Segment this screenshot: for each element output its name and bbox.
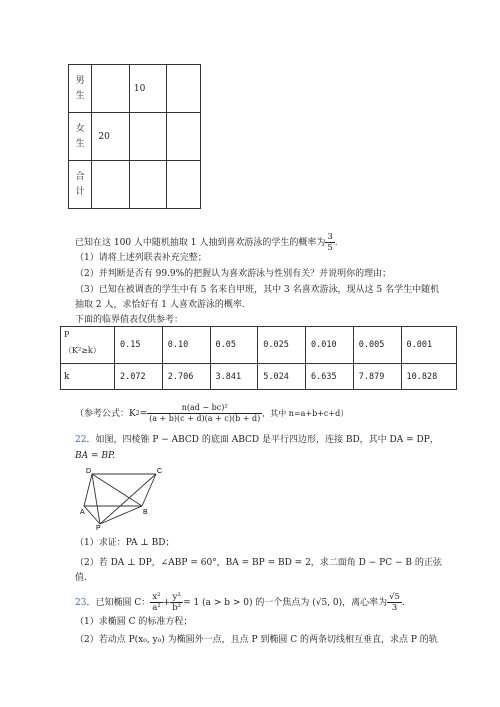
p-value: 0.15 xyxy=(115,327,163,364)
question-number: 22 xyxy=(75,435,87,445)
table-row xyxy=(61,364,457,390)
row-label-female: 女生 xyxy=(75,123,85,149)
table-intro: 下面的临界值表仅供参考： xyxy=(75,315,184,325)
q22-line2: BA = BP. xyxy=(75,451,116,461)
header-condition: （K²≥k） xyxy=(64,346,101,355)
cell xyxy=(167,65,201,113)
cell xyxy=(167,161,201,209)
pyramid-figure xyxy=(80,466,170,530)
k-value: 6.635 xyxy=(306,364,354,390)
p-value: 0.001 xyxy=(401,327,457,364)
critical-value-table xyxy=(60,326,457,390)
p-value: 0.010 xyxy=(306,327,354,364)
q21-part1: （1）请将上述列联表补充完整； xyxy=(75,253,207,263)
p-value: 0.005 xyxy=(353,327,401,364)
q23-line1: 23 ．已知椭圆 C： $\frac{\text{x²}}{\text{a²}}$ + $\frac{\text{y²}}{\text{b²}}$ = 1 (a > b > 0) 的一个焦点为 (√5, 0)，离心率为 $\frac{√5}{3}$ . xyxy=(75,592,405,613)
label-b: B xyxy=(143,509,148,516)
reference-formula: （参考公式：K 2 = $\frac{\text{n(ad − bc)²}}{(a + b)(c + d)(a + c)(b + d)}$ ，其中 n=a+b+c+d） xyxy=(75,403,349,423)
x-fraction: $\frac{\text{x²}}{\text{a²}}$ xyxy=(152,592,161,613)
edge-da xyxy=(84,474,92,506)
q22-part1: （1）求证：PA ⊥ BD； xyxy=(75,538,175,548)
table-row xyxy=(69,113,201,161)
k-value: 5.024 xyxy=(258,364,306,390)
edge-cb xyxy=(142,474,156,506)
k-value: 7.879 xyxy=(353,364,401,390)
edge-db xyxy=(92,474,142,506)
p-value: 0.10 xyxy=(162,327,210,364)
q23-part1: （1）求椭圆 C 的标准方程； xyxy=(75,617,193,627)
q23-part2: （2）若动点 P(x₀, y₀) 为椭圆外一点，且点 P 到椭圆 C 的两条切线相互垂直，求点 P 的轨 xyxy=(75,635,438,645)
cell: 20 xyxy=(92,113,130,161)
cell xyxy=(167,113,201,161)
cell: 10 xyxy=(129,65,167,113)
label-a: A xyxy=(80,509,85,516)
contingency-table xyxy=(68,64,201,209)
q21-part3b: 抽取 2 人，求恰好有 1 人喜欢游泳的概率. xyxy=(75,300,245,310)
table-row xyxy=(69,161,201,209)
label-c: C xyxy=(157,468,163,475)
cell xyxy=(92,161,130,209)
cell xyxy=(129,161,167,209)
q22-part2a: （2）若 DA ⊥ DP，∠ABP = 60°，BA = BP = BD = 2，求二面角 D − PC − B 的正弦 xyxy=(75,558,442,568)
prob-fraction: $\frac{3}{5}$ xyxy=(327,232,333,253)
edge-bp xyxy=(100,506,142,524)
question-number: 23 xyxy=(75,597,87,608)
q21-part2: （2）并判断是否有 99.9%的把握认为喜欢游泳与性别有关？并说明你的理由； xyxy=(75,269,392,279)
p-value: 0.05 xyxy=(210,327,258,364)
k-value: 2.706 xyxy=(162,364,210,390)
cell xyxy=(129,113,167,161)
q21-part3a: （3）已知在被调查的学生中有 5 名来自甲班，其中 3 名喜欢游泳，现从这 5 名学生中随机 xyxy=(75,285,440,295)
y-fraction: $\frac{\text{y²}}{\text{b²}}$ xyxy=(172,592,182,613)
k-value: 10.828 xyxy=(401,364,457,390)
label-p: P xyxy=(96,525,101,530)
edge-cp xyxy=(100,474,156,524)
formula-fraction: $\frac{\text{n(ad − bc)²}}{(a + b)(c + d)(a + c)(b + d)}$ xyxy=(149,403,261,423)
k-value: 2.072 xyxy=(115,364,163,390)
row-label-k: k xyxy=(61,364,115,390)
label-d: D xyxy=(86,468,92,475)
q22-part2b: 值. xyxy=(75,573,87,583)
table-row xyxy=(61,327,457,364)
cell xyxy=(92,65,130,113)
k-value: 3.841 xyxy=(210,364,258,390)
table-row xyxy=(69,65,201,113)
q22-line1: 22．如图，四棱锥 P − ABCD 的底面 ABCD 是平行四边形，连接 BD，其中 DA = DP， xyxy=(75,435,439,445)
row-label-total: 合计 xyxy=(75,171,85,197)
row-label-male: 男生 xyxy=(75,75,85,101)
q21-intro: 已知在这 100 人中随机抽取 1 人抽到喜欢游泳的学生的概率为 $\frac{3}{5}$ . xyxy=(75,232,338,253)
eccentricity-fraction: $\frac{√5}{3}$ xyxy=(389,592,400,613)
header-p: P xyxy=(64,330,70,339)
p-value: 0.025 xyxy=(258,327,306,364)
